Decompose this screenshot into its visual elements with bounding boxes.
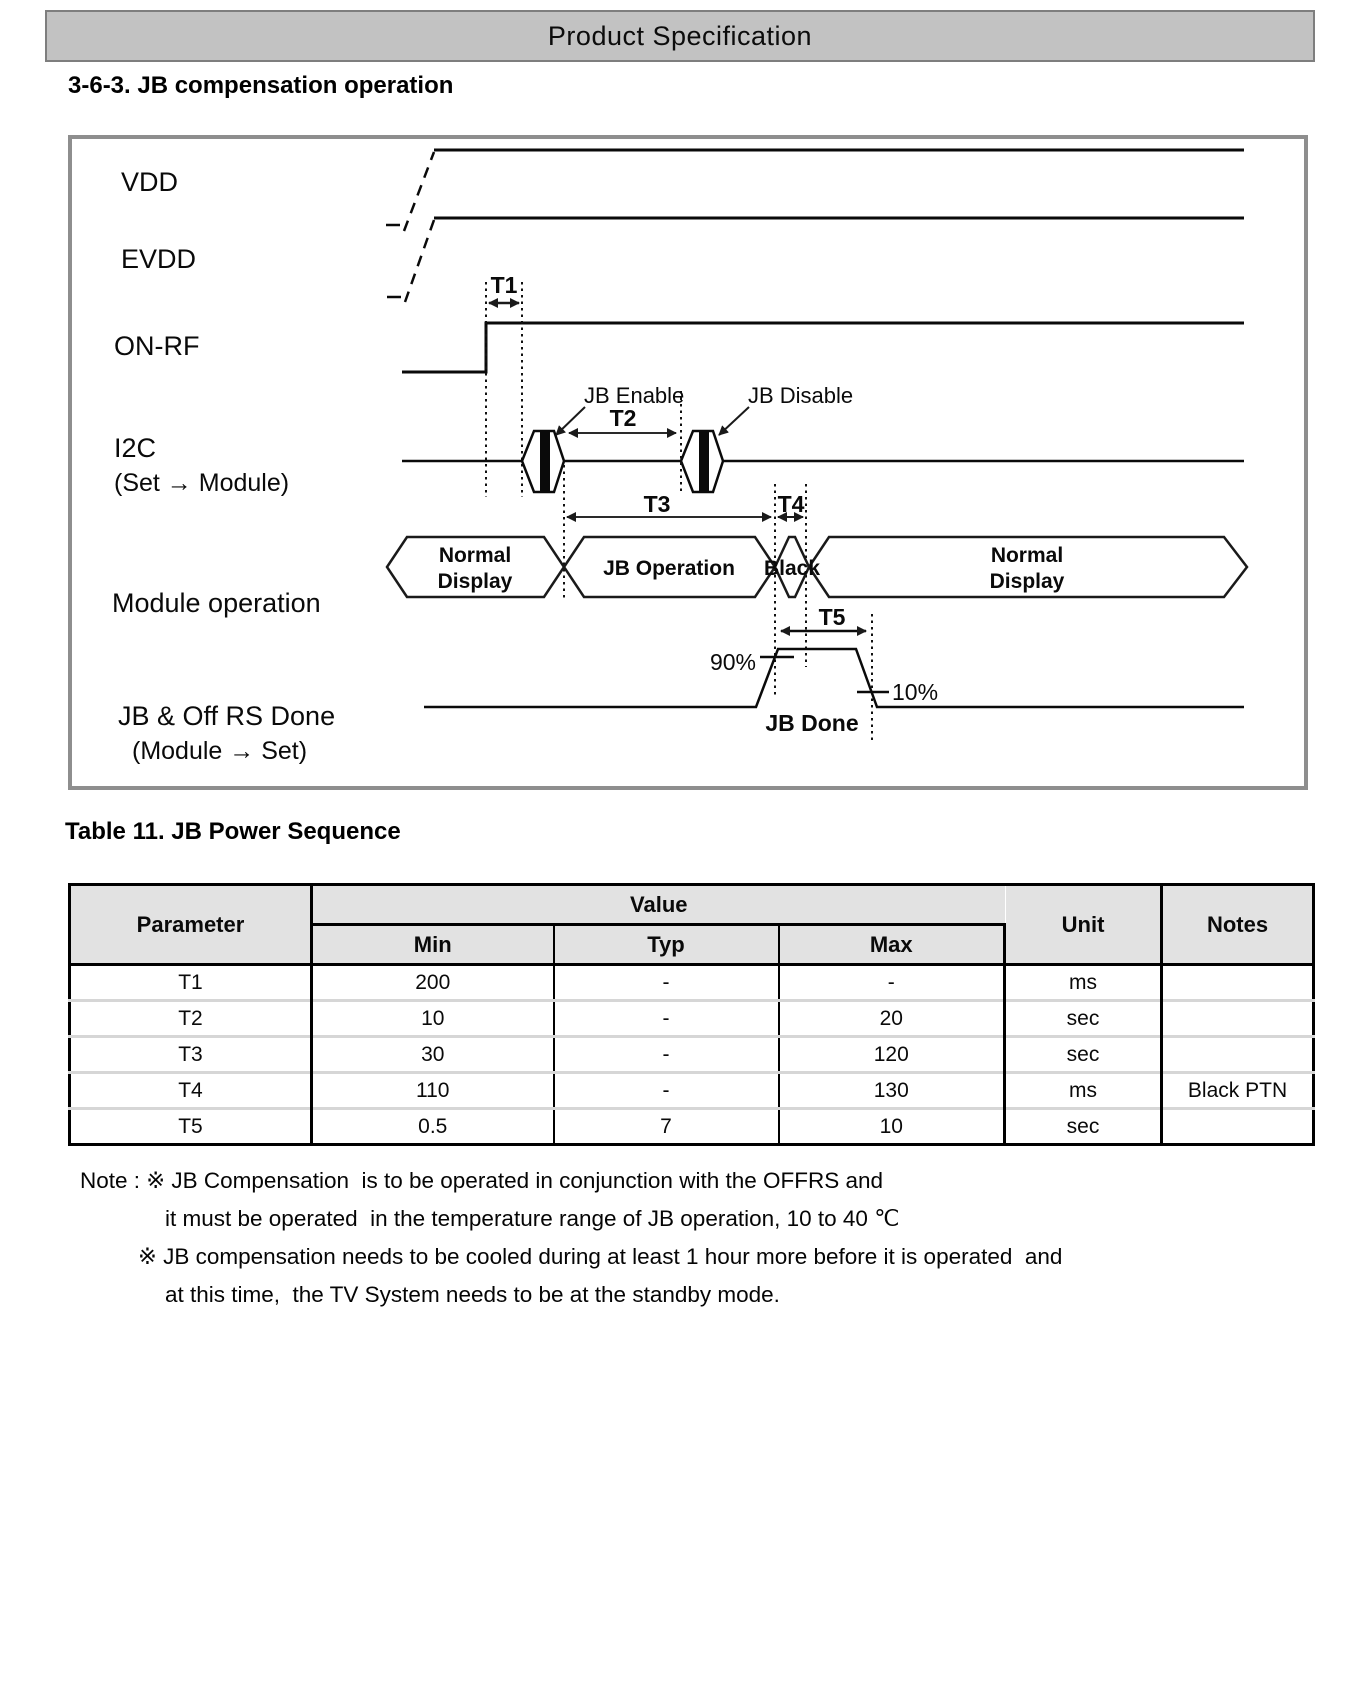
note-prefix: Note :: [80, 1168, 147, 1193]
table-row: [70, 1073, 1314, 1109]
cell-parameter: T2: [70, 1001, 312, 1037]
cell-max: 20: [779, 1001, 1005, 1037]
signal-label-i2c: I2C: [114, 433, 157, 463]
cell-notes: [1162, 1001, 1314, 1037]
onrf-line: [402, 323, 1244, 372]
cell-notes: [1162, 1109, 1314, 1145]
label-t1: T1: [490, 272, 518, 298]
state-label-normal1-b: Display: [437, 570, 513, 593]
timing-diagram-svg: [72, 139, 1304, 786]
note-text-2: it must be operated in the temperature range of JB operation, 10 to 40 ℃: [165, 1206, 900, 1231]
note-line-3: [80, 1238, 1300, 1276]
i2c-burst-disable-bar: [699, 431, 709, 492]
col-header-value: Value: [312, 885, 1005, 925]
cell-notes: Black PTN: [1162, 1073, 1314, 1109]
cell-unit: sec: [1005, 1037, 1162, 1073]
table-body: [70, 965, 1314, 1145]
cell-max: 130: [779, 1073, 1005, 1109]
table-row: [70, 1109, 1314, 1145]
cell-unit: sec: [1005, 1001, 1162, 1037]
table-header-row-1: [70, 885, 1314, 925]
signal-label-i2c-dir: (Set → Module): [114, 469, 290, 497]
reference-mark-1: ※: [146, 1168, 172, 1193]
cell-min: 10: [312, 1001, 554, 1037]
vdd-rise-dashed: [404, 152, 434, 231]
signal-label-module: Module operation: [112, 588, 321, 618]
evdd-rise-dashed: [405, 220, 434, 302]
jb-power-sequence-table: [68, 883, 1315, 1146]
state-label-normal2-b: Display: [989, 570, 1065, 593]
state-label-normal2-a: Normal: [990, 544, 1064, 567]
cell-max: -: [779, 965, 1005, 1001]
page-header-title: Product Specification: [547, 20, 813, 51]
cell-notes: [1162, 1037, 1314, 1073]
note-line-1: [80, 1162, 1300, 1200]
signal-label-onrf: ON-RF: [114, 331, 200, 361]
cell-min: 30: [312, 1037, 554, 1073]
label-jb-disable: JB Disable: [748, 383, 854, 408]
table-head: [70, 885, 1314, 965]
label-t3: T3: [643, 491, 671, 517]
label-t5: T5: [818, 604, 846, 630]
cell-unit: ms: [1005, 1073, 1162, 1109]
table-caption: Table 11. JB Power Sequence: [65, 818, 401, 845]
table-row: [70, 1037, 1314, 1073]
cell-typ: -: [554, 965, 779, 1001]
signal-label-jbdone: JB & Off RS Done: [118, 701, 336, 731]
cell-min: 200: [312, 965, 554, 1001]
cell-parameter: T4: [70, 1073, 312, 1109]
label-90pct: 90%: [709, 649, 756, 675]
cell-typ: 7: [554, 1109, 779, 1145]
page-header: [45, 10, 1315, 62]
label-10pct: 10%: [892, 679, 939, 705]
note-text-3: JB compensation needs to be cooled during at least 1 hour more before it is operated and: [163, 1244, 1063, 1269]
cell-typ: -: [554, 1001, 779, 1037]
cell-parameter: T1: [70, 965, 312, 1001]
state-label-normal1-a: Normal: [438, 544, 512, 567]
i2c-burst-enable-bar: [540, 431, 550, 492]
note-line-4: [80, 1276, 1300, 1314]
label-t2: T2: [609, 405, 637, 431]
table-row: [70, 965, 1314, 1001]
label-t4: T4: [777, 491, 805, 517]
label-jb-done: JB Done: [765, 710, 859, 736]
cell-min: 110: [312, 1073, 554, 1109]
cell-parameter: T3: [70, 1037, 312, 1073]
col-header-parameter: Parameter: [70, 885, 312, 965]
col-header-max: Max: [779, 925, 1005, 965]
signal-label-vdd: VDD: [121, 167, 179, 197]
section-title: 3-6-3. JB compensation operation: [68, 72, 454, 99]
note-line-2: [80, 1200, 1300, 1238]
pointer-jb-disable: [719, 407, 749, 435]
label-jb-enable: JB Enable: [584, 383, 685, 408]
note-text-1: JB Compensation is to be operated in conjunction with the OFFRS and: [171, 1168, 884, 1193]
cell-max: 10: [779, 1109, 1005, 1145]
cell-parameter: T5: [70, 1109, 312, 1145]
notes-block: [80, 1162, 1300, 1314]
note-text-4: at this time, the TV System needs to be at the standby mode.: [165, 1282, 780, 1307]
pointer-jb-enable: [556, 407, 585, 435]
reference-mark-2: ※: [138, 1244, 164, 1269]
col-header-notes: Notes: [1162, 885, 1314, 965]
cell-unit: ms: [1005, 965, 1162, 1001]
jb-done-pulse: [424, 649, 1244, 707]
cell-min: 0.5: [312, 1109, 554, 1145]
state-label-jb-operation: JB Operation: [603, 557, 735, 580]
signal-label-jbdone-dir: (Module → Set): [132, 737, 308, 765]
cell-unit: sec: [1005, 1109, 1162, 1145]
table-row: [70, 1001, 1314, 1037]
timing-diagram: [68, 135, 1308, 790]
cell-typ: -: [554, 1073, 779, 1109]
cell-typ: -: [554, 1037, 779, 1073]
cell-notes: [1162, 965, 1314, 1001]
signal-label-evdd: EVDD: [121, 244, 197, 274]
col-header-typ: Typ: [554, 925, 779, 965]
col-header-min: Min: [312, 925, 554, 965]
col-header-unit: Unit: [1005, 885, 1162, 965]
state-label-black: Black: [763, 557, 821, 580]
cell-max: 120: [779, 1037, 1005, 1073]
